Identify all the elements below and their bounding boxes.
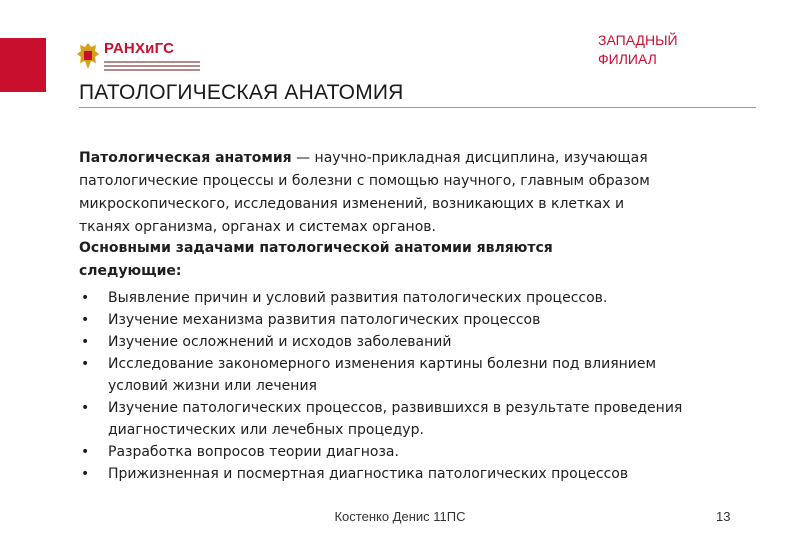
branch-label — [598, 31, 678, 69]
branch-line-1: ЗАПАДНЫЙ — [598, 32, 678, 48]
title-divider — [79, 107, 756, 108]
list-item: • Выявление причин и условий развития патологических процессов. — [79, 287, 699, 309]
list-item: • Изучение осложнений и исходов заболеваний — [79, 331, 699, 353]
page-number: 13 — [716, 509, 731, 524]
slide-title: ПАТОЛОГИЧЕСКАЯ АНАТОМИЯ — [79, 81, 404, 104]
task-list — [79, 287, 699, 485]
intro-definition: — научно-прикладная дисциплина, изучающая патологические процессы и болезни с помощью научного, главным образом микроскопического, исследования изменений, возникающих в клетках и тканях организма, органах и системах органов. — [79, 150, 650, 235]
intro-paragraph — [79, 147, 679, 239]
list-item: • Разработка вопросов теории диагноза. — [79, 441, 699, 463]
list-item: • Исследование закономерного изменения картины болезни под влиянием условий жизни или лечения — [79, 353, 699, 397]
list-item: • Изучение патологических процессов, развившихся в результате проведения диагностических или лечебных процедур. — [79, 397, 699, 441]
eagle-emblem-icon — [76, 41, 100, 71]
logo-subtitle-lines — [104, 59, 200, 71]
ranepa-logo — [76, 36, 206, 76]
tasks-heading: Основными задачами патологической анатомии являются следующие: — [79, 240, 553, 279]
intro-term: Патологическая анатомия — [79, 150, 292, 166]
footer-author: Костенко Денис 11ПС — [334, 509, 466, 524]
logo-wordmark: РАНХиГС — [104, 40, 175, 57]
branch-line-2: ФИЛИАЛ — [598, 51, 657, 67]
list-item: • Изучение механизма развития патологических процессов — [79, 309, 699, 331]
accent-bar — [0, 38, 46, 92]
list-item: • Прижизненная и посмертная диагностика патологических процессов — [79, 463, 699, 485]
